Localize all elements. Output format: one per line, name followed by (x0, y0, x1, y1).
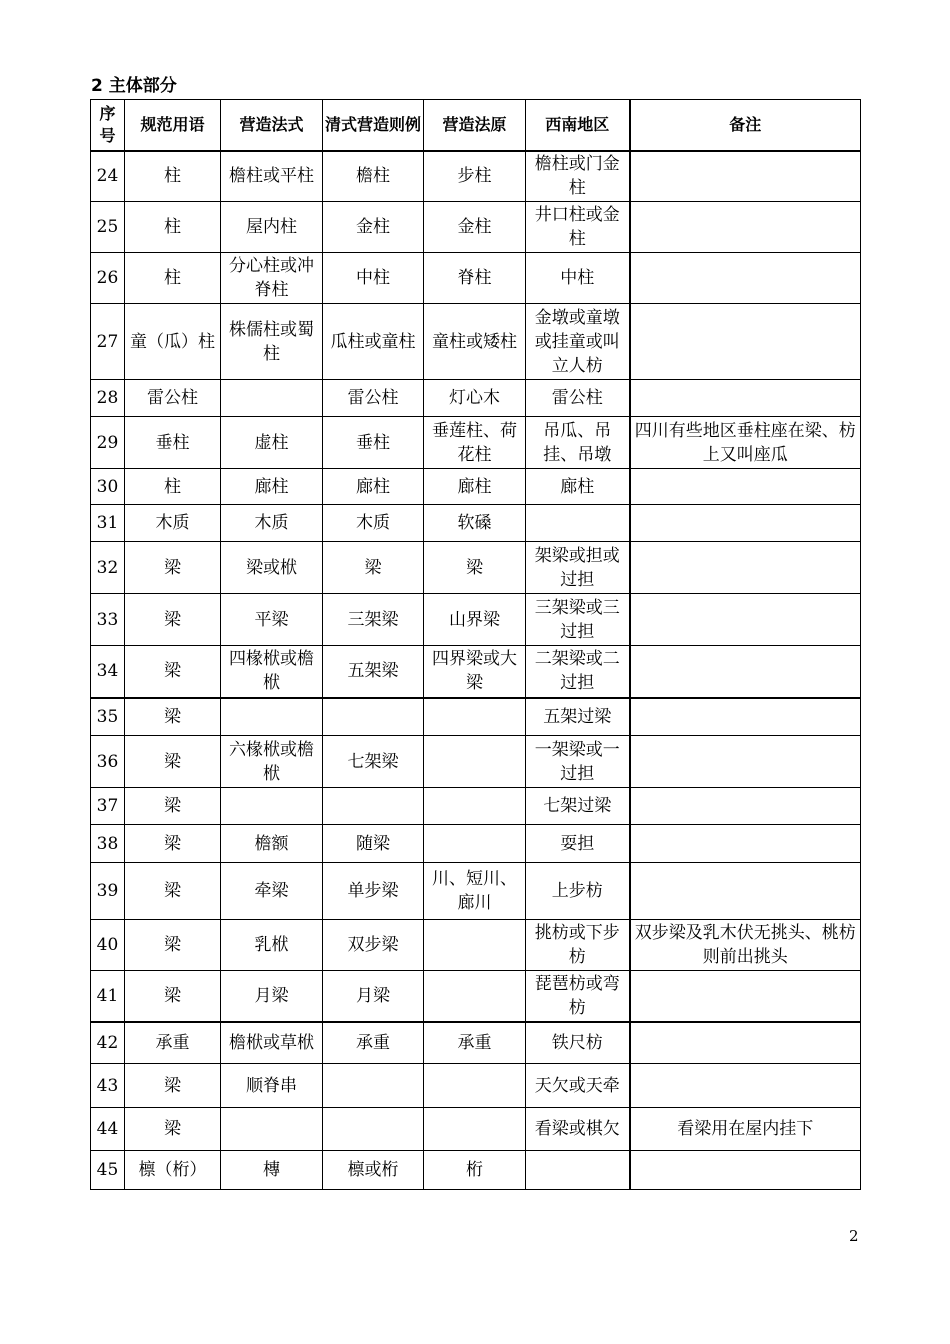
cell-remarks (630, 304, 861, 380)
cell-southwest: 上步枋 (526, 863, 630, 920)
header-southwest: 西南地区 (526, 100, 630, 151)
cell-yingzao-fayuan: 脊柱 (424, 253, 526, 304)
cell-remarks (630, 863, 861, 920)
cell-yingzao-fayuan (424, 825, 526, 863)
cell-qing-zeli: 随梁 (323, 825, 424, 863)
table-row (91, 863, 861, 920)
cell-no: 44 (91, 1108, 125, 1151)
cell-no: 33 (91, 594, 125, 646)
cell-standard-term: 雷公柱 (125, 380, 221, 417)
cell-qing-zeli: 雷公柱 (323, 380, 424, 417)
table-row (91, 253, 861, 304)
cell-no: 27 (91, 304, 125, 380)
table-row (91, 505, 861, 542)
cell-remarks (630, 1022, 861, 1064)
table-row (91, 380, 861, 417)
cell-yingzao-fashi: 平梁 (221, 594, 323, 646)
header-yingzao-fashi: 营造法式 (221, 100, 323, 151)
cell-standard-term: 檩（桁） (125, 1151, 221, 1190)
cell-yingzao-fashi: 乳栿 (221, 920, 323, 971)
cell-remarks (630, 253, 861, 304)
cell-qing-zeli (323, 1108, 424, 1151)
cell-standard-term: 梁 (125, 646, 221, 698)
cell-southwest: 天欠或天牵 (526, 1064, 630, 1108)
cell-standard-term: 梁 (125, 594, 221, 646)
section-title: 2 主体部分 (91, 76, 177, 96)
cell-yingzao-fayuan: 软磉 (424, 505, 526, 542)
cell-remarks (630, 698, 861, 736)
cell-standard-term: 梁 (125, 1108, 221, 1151)
cell-no: 26 (91, 253, 125, 304)
table-row (91, 971, 861, 1022)
cell-qing-zeli: 双步梁 (323, 920, 424, 971)
cell-yingzao-fashi: 木质 (221, 505, 323, 542)
cell-remarks (630, 825, 861, 863)
cell-standard-term: 梁 (125, 1064, 221, 1108)
cell-yingzao-fayuan: 步柱 (424, 151, 526, 202)
cell-no: 45 (91, 1151, 125, 1190)
cell-qing-zeli (323, 1064, 424, 1108)
cell-yingzao-fashi: 檐额 (221, 825, 323, 863)
cell-qing-zeli: 廊柱 (323, 469, 424, 505)
cell-yingzao-fayuan (424, 1064, 526, 1108)
cell-yingzao-fashi: 廊柱 (221, 469, 323, 505)
cell-standard-term: 柱 (125, 469, 221, 505)
cell-qing-zeli: 垂柱 (323, 417, 424, 469)
cell-qing-zeli: 三架梁 (323, 594, 424, 646)
cell-no: 30 (91, 469, 125, 505)
cell-standard-term: 柱 (125, 253, 221, 304)
cell-southwest: 金墩或童墩或挂童或叫立人枋 (526, 304, 630, 380)
table-row (91, 469, 861, 505)
cell-yingzao-fayuan: 山界梁 (424, 594, 526, 646)
cell-southwest: 中柱 (526, 253, 630, 304)
cell-yingzao-fayuan: 四界梁或大梁 (424, 646, 526, 698)
cell-yingzao-fashi: 牵梁 (221, 863, 323, 920)
cell-remarks (630, 1151, 861, 1190)
table-row (91, 417, 861, 469)
cell-no: 25 (91, 202, 125, 253)
cell-southwest: 七架过梁 (526, 788, 630, 825)
cell-southwest: 井口柱或金柱 (526, 202, 630, 253)
cell-yingzao-fayuan: 灯心木 (424, 380, 526, 417)
page-number: 2 (849, 1227, 859, 1245)
cell-southwest: 一架梁或一过担 (526, 736, 630, 788)
cell-yingzao-fashi: 虚柱 (221, 417, 323, 469)
cell-standard-term: 垂柱 (125, 417, 221, 469)
cell-southwest: 挑枋或下步枋 (526, 920, 630, 971)
cell-no: 41 (91, 971, 125, 1022)
cell-remarks (630, 736, 861, 788)
cell-qing-zeli: 承重 (323, 1022, 424, 1064)
header-qing-zeli: 清式营造则例 (323, 100, 424, 151)
cell-southwest: 琵琶枋或弯枋 (526, 971, 630, 1022)
table-row (91, 151, 861, 202)
table-row (91, 202, 861, 253)
cell-yingzao-fashi: 檐栿或草栿 (221, 1022, 323, 1064)
cell-no: 28 (91, 380, 125, 417)
cell-standard-term: 梁 (125, 971, 221, 1022)
cell-qing-zeli: 瓜柱或童柱 (323, 304, 424, 380)
cell-yingzao-fayuan: 承重 (424, 1022, 526, 1064)
cell-no: 34 (91, 646, 125, 698)
cell-no: 40 (91, 920, 125, 971)
cell-standard-term: 梁 (125, 920, 221, 971)
cell-qing-zeli: 单步梁 (323, 863, 424, 920)
cell-no: 43 (91, 1064, 125, 1108)
cell-qing-zeli: 月梁 (323, 971, 424, 1022)
cell-southwest: 二架梁或二过担 (526, 646, 630, 698)
cell-yingzao-fashi (221, 1108, 323, 1151)
cell-no: 24 (91, 151, 125, 202)
cell-qing-zeli: 中柱 (323, 253, 424, 304)
table-row (91, 1022, 861, 1064)
cell-yingzao-fashi: 六椽栿或檐栿 (221, 736, 323, 788)
cell-remarks (630, 971, 861, 1022)
cell-southwest: 雷公柱 (526, 380, 630, 417)
cell-yingzao-fashi: 槫 (221, 1151, 323, 1190)
cell-standard-term: 梁 (125, 825, 221, 863)
cell-standard-term: 梁 (125, 698, 221, 736)
cell-no: 35 (91, 698, 125, 736)
cell-qing-zeli: 檩或桁 (323, 1151, 424, 1190)
cell-remarks (630, 542, 861, 594)
table-row (91, 594, 861, 646)
cell-standard-term: 梁 (125, 788, 221, 825)
table-row (91, 920, 861, 971)
cell-no: 39 (91, 863, 125, 920)
cell-yingzao-fayuan: 金柱 (424, 202, 526, 253)
cell-yingzao-fayuan: 梁 (424, 542, 526, 594)
cell-no: 29 (91, 417, 125, 469)
cell-yingzao-fashi: 屋内柱 (221, 202, 323, 253)
cell-yingzao-fashi: 四椽栿或檐栿 (221, 646, 323, 698)
cell-standard-term: 梁 (125, 736, 221, 788)
cell-standard-term: 梁 (125, 542, 221, 594)
cell-remarks (630, 469, 861, 505)
cell-southwest: 耍担 (526, 825, 630, 863)
cell-qing-zeli: 七架梁 (323, 736, 424, 788)
table-row (91, 304, 861, 380)
cell-remarks (630, 202, 861, 253)
cell-no: 36 (91, 736, 125, 788)
header-standard-term: 规范用语 (125, 100, 221, 151)
header-no: 序号 (91, 100, 125, 151)
cell-standard-term: 承重 (125, 1022, 221, 1064)
cell-southwest: 五架过梁 (526, 698, 630, 736)
table-row (91, 1108, 861, 1151)
table-row (91, 736, 861, 788)
cell-standard-term: 柱 (125, 151, 221, 202)
cell-yingzao-fayuan: 童柱或矮柱 (424, 304, 526, 380)
table-row (91, 788, 861, 825)
cell-standard-term: 童（瓜）柱 (125, 304, 221, 380)
cell-remarks (630, 380, 861, 417)
cell-yingzao-fashi: 顺脊串 (221, 1064, 323, 1108)
cell-southwest: 廊柱 (526, 469, 630, 505)
cell-qing-zeli: 金柱 (323, 202, 424, 253)
cell-yingzao-fayuan: 桁 (424, 1151, 526, 1190)
cell-qing-zeli (323, 788, 424, 825)
cell-remarks: 双步梁及乳木伏无挑头、桃枋则前出挑头 (630, 920, 861, 971)
cell-southwest (526, 505, 630, 542)
cell-standard-term: 木质 (125, 505, 221, 542)
cell-qing-zeli: 五架梁 (323, 646, 424, 698)
cell-yingzao-fashi (221, 380, 323, 417)
table-row (91, 542, 861, 594)
cell-remarks (630, 151, 861, 202)
table-row (91, 1064, 861, 1108)
cell-yingzao-fayuan: 垂莲柱、荷花柱 (424, 417, 526, 469)
cell-southwest: 吊瓜、吊挂、吊墩 (526, 417, 630, 469)
cell-yingzao-fayuan: 廊柱 (424, 469, 526, 505)
cell-qing-zeli: 木质 (323, 505, 424, 542)
cell-remarks (630, 505, 861, 542)
cell-yingzao-fashi: 株儒柱或蜀柱 (221, 304, 323, 380)
cell-remarks (630, 788, 861, 825)
cell-standard-term: 梁 (125, 863, 221, 920)
table-row (91, 698, 861, 736)
header-yingzao-fayuan: 营造法原 (424, 100, 526, 151)
cell-yingzao-fashi (221, 788, 323, 825)
cell-yingzao-fashi: 檐柱或平柱 (221, 151, 323, 202)
cell-yingzao-fayuan (424, 1108, 526, 1151)
cell-yingzao-fayuan: 川、短川、廊川 (424, 863, 526, 920)
cell-southwest: 铁尺枋 (526, 1022, 630, 1064)
cell-yingzao-fashi (221, 698, 323, 736)
table-row (91, 825, 861, 863)
table-header-row (91, 100, 861, 151)
header-remarks: 备注 (630, 100, 861, 151)
cell-remarks: 看梁用在屋内挂下 (630, 1108, 861, 1151)
cell-southwest: 看梁或棋欠 (526, 1108, 630, 1151)
cell-southwest: 三架梁或三过担 (526, 594, 630, 646)
cell-qing-zeli: 梁 (323, 542, 424, 594)
cell-yingzao-fayuan (424, 920, 526, 971)
cell-southwest (526, 1151, 630, 1190)
table-row (91, 1151, 861, 1190)
cell-yingzao-fayuan (424, 698, 526, 736)
cell-yingzao-fashi: 月梁 (221, 971, 323, 1022)
cell-yingzao-fayuan (424, 788, 526, 825)
cell-yingzao-fashi: 梁或栿 (221, 542, 323, 594)
cell-southwest: 架梁或担或过担 (526, 542, 630, 594)
cell-remarks (630, 1064, 861, 1108)
cell-yingzao-fayuan (424, 971, 526, 1022)
cell-yingzao-fashi: 分心柱或冲脊柱 (221, 253, 323, 304)
cell-remarks (630, 646, 861, 698)
cell-no: 37 (91, 788, 125, 825)
cell-yingzao-fayuan (424, 736, 526, 788)
cell-no: 31 (91, 505, 125, 542)
cell-southwest: 檐柱或门金柱 (526, 151, 630, 202)
cell-qing-zeli: 檐柱 (323, 151, 424, 202)
cell-no: 42 (91, 1022, 125, 1064)
cell-standard-term: 柱 (125, 202, 221, 253)
cell-remarks (630, 594, 861, 646)
table-row (91, 646, 861, 698)
cell-no: 38 (91, 825, 125, 863)
cell-remarks: 四川有些地区垂柱座在梁、枋上又叫座瓜 (630, 417, 861, 469)
cell-qing-zeli (323, 698, 424, 736)
terminology-table (90, 99, 861, 1190)
cell-no: 32 (91, 542, 125, 594)
